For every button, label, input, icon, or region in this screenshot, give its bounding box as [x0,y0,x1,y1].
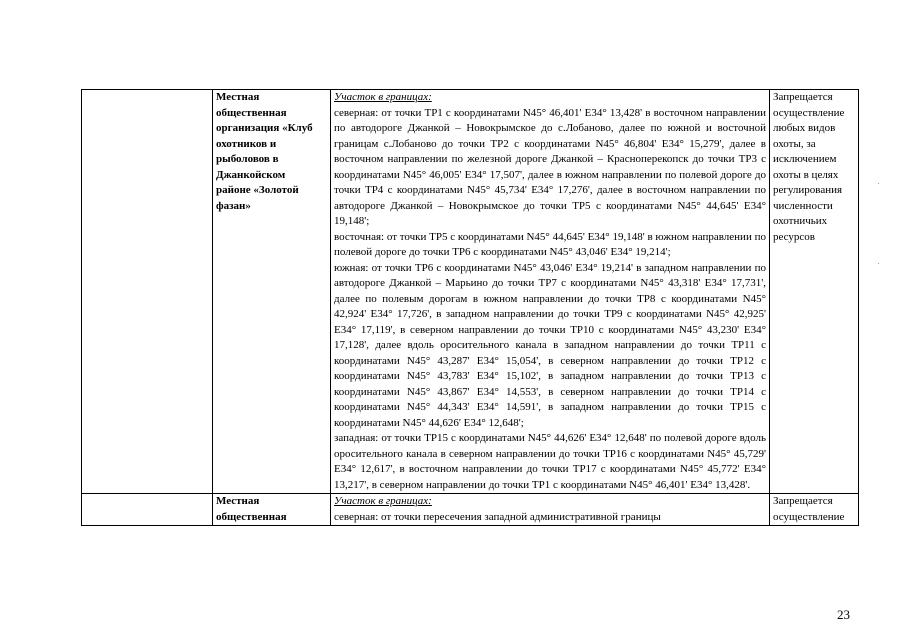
organization-cell [213,90,331,494]
boundaries-cell [331,494,770,526]
scan-dot [878,263,879,264]
empty-number-cell [82,494,213,526]
restriction-text: Запрещается осуществление любых видов охоты, за исключением охоты в целях регулирования численности охотничьих ресурсов [773,91,845,243]
boundary-north: северная: от точки ТР1 с координатами N45° 46,401' E34° 13,428' в восточном направлении по автодороге Джанкой – Новокрымское до с.Лобаново, далее по южной и восточной границам с.Лобаново до точки ТР2 с координатами N45° 46,804' E34° 15,279', далее в восточном направлении по железной дороге Джанкой – Красноперекопск до точки ТР3 с координатами N45° 46,005' E34° 17,507', далее в южном направлении по полевой дороге до точки ТР4 с координатами N45° 45,734' E34° 17,276', далее в восточном направлении по автодороге Джанкой – Новокрымское до точки ТР5 с координатами N45° 44,645' E34° 19,148'; [334,106,766,227]
table-row [82,494,859,526]
boundary-east: восточная: от точки ТР5 с координатами N45° 44,645' E34° 19,148' в южном направлении по полевой дороге до точки ТР6 с координатами N45° 43,046' E34° 19,214'; [334,230,766,258]
restriction-cell [770,90,859,494]
organization-name: Местная общественная организация «Клуб охотников и рыболовов в Джанкойском районе «Золотой фазан» [216,91,313,212]
empty-number-cell [82,90,213,494]
section-header: Участок в границах: [334,495,432,507]
boundary-south: южная: от точки ТР6 с координатами N45° 43,046' E34° 19,214' в западном направлении по автодороге Джанкой – Марьино до точки ТР7 с координатами N45° 43,318' E34° 17,731', далее по полевым дорогам в южном направлении до точки ТР8 с координатами N45° 42,924' E34° 17,726', в западном направлении до точки ТР9 с координатами N45° 42,925' E34° 17,119', в северном направлении до точки ТР10 с координатами N45° 43,230' E34° 17,128', далее вдоль оросительного канала в западном направлении до точки ТР11 с координатами N45° 43,287' E34° 15,054', в северном направлении до точки ТР12 с координатами N45° 43,783' E34° 15,102', в западном направлении до точки ТР13 с координатами N45° 43,867' E34° 14,553', в северном направлении до точки ТР14 с координатами N45° 44,343' E34° 14,591', в западном направлении до точки ТР15 с координатами N45° 44,626' E34° 12,648'; [334,261,766,429]
boundary-west: западная: от точки ТР15 с координатами N45° 44,626' E34° 12,648' по полевой дороге вдоль оросительного канала в северном направлении до точки ТР16 с координатами N45° 45,729' E34° 12,617', в восточном направлении до точки ТР17 с координатами N45° 45,772' E34° 13,217', в северном направлении до точки ТР1 с координатами N45° 46,401' E34° 13,428'. [334,432,766,491]
hunting-grounds-table [81,89,859,526]
boundaries-cell [331,90,770,494]
table-row [82,90,859,494]
boundary-north: северная: от точки пересечения западной административной границы [334,510,661,523]
restriction-cell [770,494,859,526]
section-header: Участок в границах: [334,91,432,103]
page-number: 23 [837,607,850,622]
scan-dot [878,183,879,184]
organization-name: Местная общественная [216,495,287,523]
organization-cell [213,494,331,526]
restriction-text: Запрещается осуществление [773,495,845,523]
